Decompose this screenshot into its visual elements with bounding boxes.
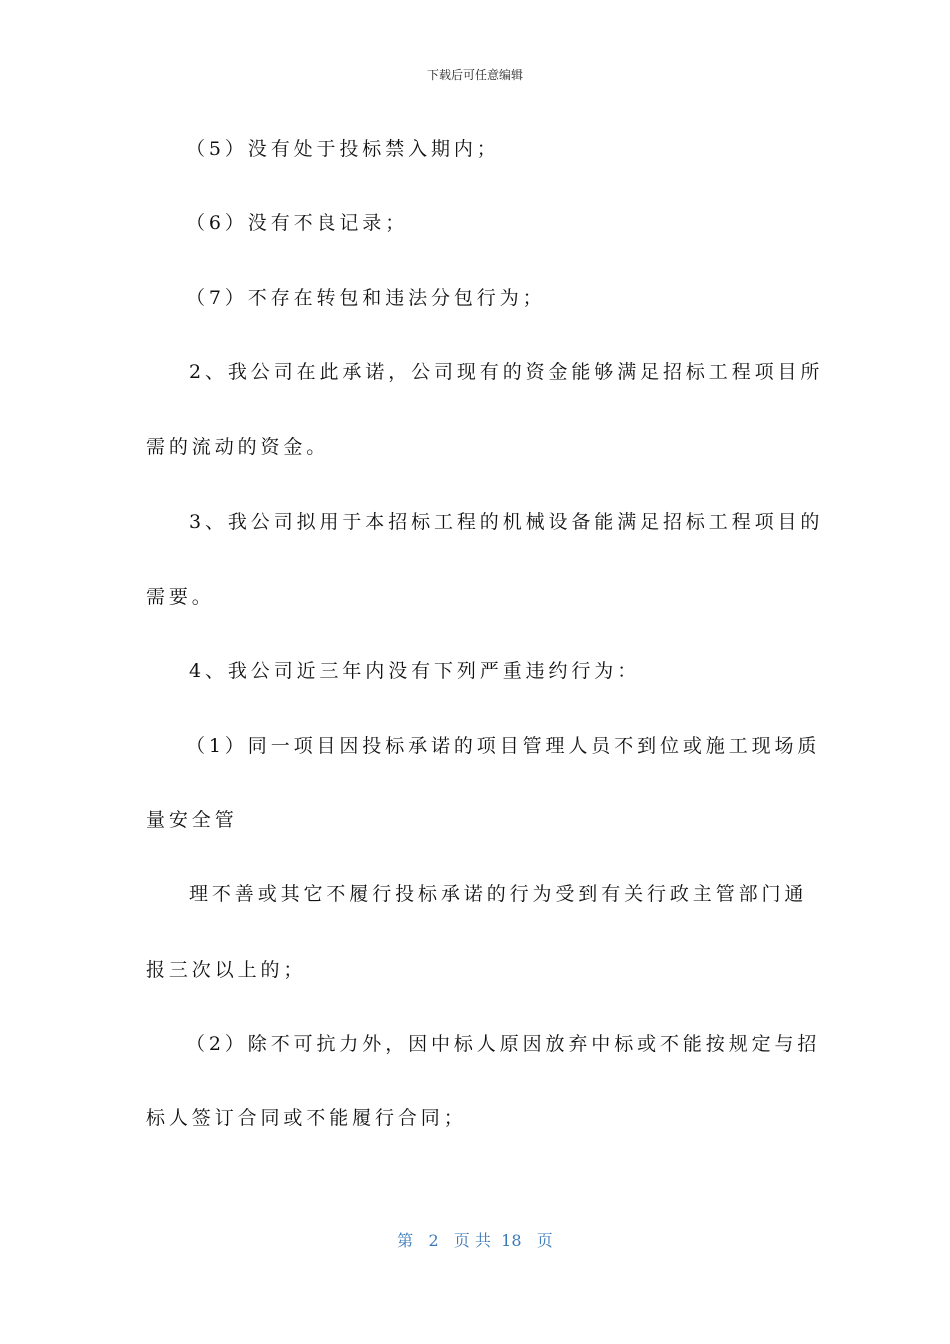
footer-total-pages: 18: [501, 1231, 522, 1250]
footer-middle: 页 共: [453, 1231, 491, 1250]
page-header: 下载后可任意编辑: [426, 68, 523, 82]
paragraph-line: 3、我公司拟用于本招标工程的机械设备能满足招标工程项目的: [189, 511, 824, 533]
paragraph-line: 需的流动的资金。: [146, 436, 330, 458]
paragraph-line: （6）没有不良记录；: [186, 212, 409, 234]
paragraph-line: （7）不存在转包和违法分包行为；: [186, 287, 546, 309]
paragraph-line: 2、我公司在此承诺，公司现有的资金能够满足招标工程项目所: [189, 361, 824, 383]
paragraph-line: （5）没有处于投标禁入期内；: [186, 138, 500, 160]
paragraph-line: 量安全管: [146, 809, 238, 831]
paragraph-line: 理不善或其它不履行投标承诺的行为受到有关行政主管部门通: [189, 883, 808, 905]
paragraph-line: 报三次以上的；: [146, 959, 307, 981]
paragraph-line: （2）除不可抗力外，因中标人原因放弃中标或不能按规定与招: [186, 1033, 821, 1055]
footer-suffix: 页: [536, 1231, 553, 1250]
paragraph-line: 4、我公司近三年内没有下列严重违约行为：: [189, 660, 641, 682]
footer-page-number: 2: [428, 1231, 439, 1250]
paragraph-line: 需要。: [146, 586, 215, 608]
footer-prefix: 第: [397, 1231, 414, 1250]
page-footer: [0, 1228, 950, 1251]
paragraph-line: 标人签订合同或不能履行合同；: [146, 1107, 467, 1129]
paragraph-line: （1）同一项目因投标承诺的项目管理人员不到位或施工现场质: [186, 735, 821, 757]
